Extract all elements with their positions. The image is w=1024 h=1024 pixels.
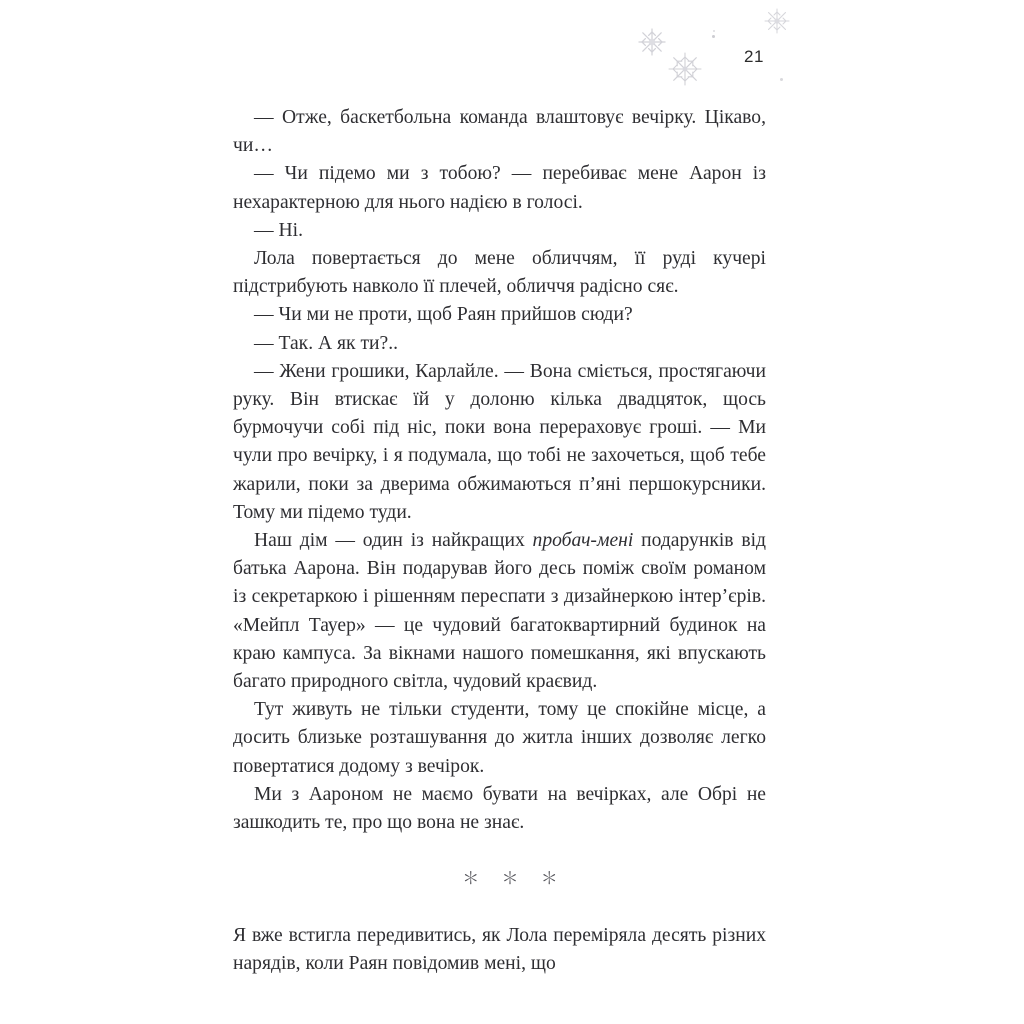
break-spacer-bottom xyxy=(233,894,766,922)
paragraph: — Так. А як ти?.. xyxy=(254,332,399,354)
paragraph: — Жени грошики, Карлайле. — Вона сміється, простягаючи руку. Він втискає їй у долоню кілька двадцяток, щось бурмочучи собі під ніс, поки вона перераховує гроші. — Ми чули про вечірку, і я подумала, що тобі не захочеться, щоб тебе жарили, поки за дверима обжимаються п’яні першокурсники. Тому ми підемо туди. xyxy=(233,360,766,523)
page-header xyxy=(0,0,1024,100)
snowflake-icon xyxy=(666,50,704,88)
snowflake-icon xyxy=(636,26,668,58)
paragraph xyxy=(233,527,766,696)
paragraph: — Чи підемо ми з тобою? — перебиває мене Аарон із нехарактерною для нього надією в голосі. xyxy=(233,163,766,213)
paragraph: Я вже встигла передивитись, як Лола переміряла десять різних нарядів, коли Раян повідомив мені, що xyxy=(233,924,766,975)
paragraph-text-segment: подарунків від батька Аарона. Він подарував його десь поміж своїм романом із секретаркою і рішенням переспати з дизайнеркою інтер’єрів. «Мейпл Тауер» — це чудовий багатоквартирний будинок на краю кампуса. За вікнами нашого помешкання, які впускають багато природного світла, чудовий краєвид. xyxy=(233,530,766,693)
paragraph: Ми з Аароном не маємо бувати на вечірках, але Обрі не зашкодить те, про що вона не знає. xyxy=(233,783,766,834)
paragraph: — Чи ми не проти, щоб Раян прийшов сюди? xyxy=(254,304,633,326)
paragraph: Тут живуть не тільки студенти, тому це спокійне місце, а досить близьке розташування до житла інших дозволяє легко повертатися додому з вечірок. xyxy=(233,699,766,777)
paragraph-text-segment: Наш дім — один із найкращих xyxy=(254,530,533,552)
page-number: 21 xyxy=(744,47,764,66)
snow-speck-icon xyxy=(780,78,783,81)
emphasis-text: пробач-мені xyxy=(532,530,634,552)
paragraph: — Ні. xyxy=(254,219,303,241)
snow-speck-icon xyxy=(713,30,715,32)
snow-speck-icon xyxy=(712,35,715,38)
scene-break-separator: ＊ ＊ ＊ xyxy=(462,869,567,889)
paragraph: Лола повертається до мене обличчям, її руді кучері підстрибують навколо її плечей, обличчя радісно сяє. xyxy=(233,248,766,298)
snowflake-icon xyxy=(762,6,792,36)
paragraph: — Отже, баскетбольна команда влаштовує вечірку. Цікаво, чи… xyxy=(233,107,766,157)
break-spacer-top xyxy=(233,837,766,865)
page-body-text xyxy=(233,104,766,978)
